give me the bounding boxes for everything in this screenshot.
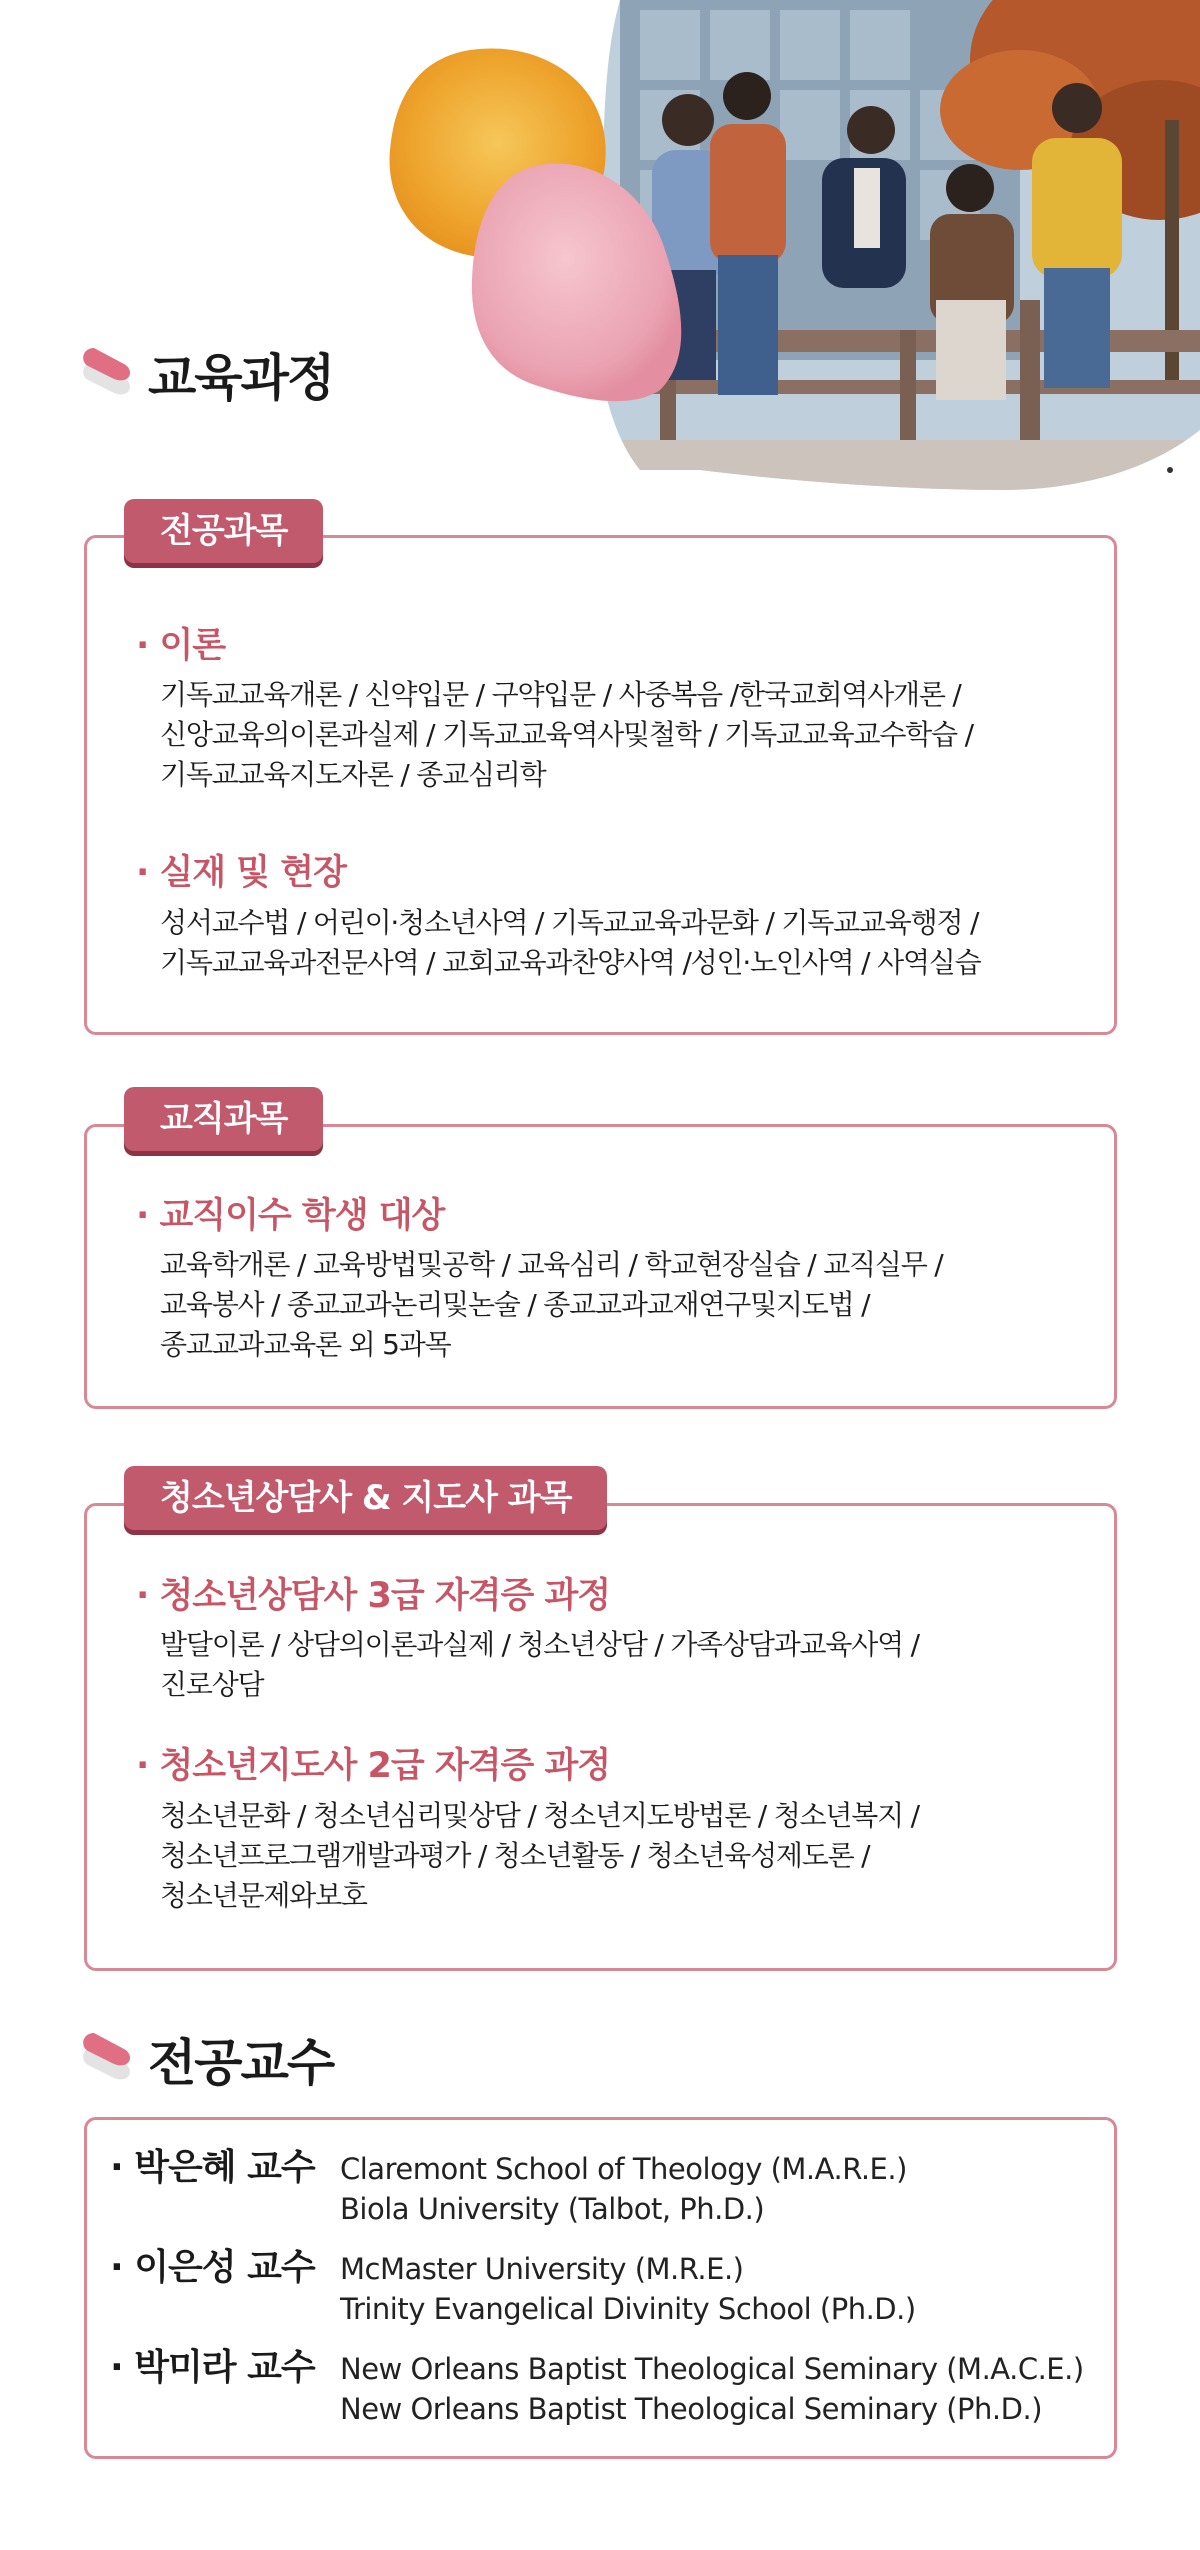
counselor-heading: · 청소년상담사 3급 자격증 과정 [136,1576,611,1616]
faculty-row [110,2245,916,2329]
professor-degrees [340,2345,1084,2429]
professor-name: · 이은성 교수 [110,2247,315,2288]
leader-line: 청소년문제와보호 [160,1879,367,1912]
section-heading-curriculum [80,338,333,410]
leader-courses [160,1796,919,1916]
practice-heading: · 실재 및 현장 [136,853,346,893]
theory-line: 기독교교육개론 / 신약입문 / 구약입문 / 사중복음 /한국교회역사개론 / [160,678,961,711]
practice-courses [160,903,981,983]
teaching-line: 교육봉사 / 종교교과논리및논술 / 종교교과교재연구및지도법 / [160,1288,870,1321]
leader-heading: · 청소년지도사 2급 자격증 과정 [136,1746,611,1786]
major-courses-tab: 전공과목 [124,499,323,563]
section-mark-icon [80,2027,140,2091]
degree-line: New Orleans Baptist Theological Seminary (Ph.D.) [340,2392,1043,2426]
degree-line: Biola University (Talbot, Ph.D.) [340,2192,765,2226]
teaching-courses-tab: 교직과목 [124,1087,323,1151]
teaching-line: 종교교과교육론 외 5과목 [160,1328,451,1361]
counselor-line: 발달이론 / 상담의이론과실제 / 청소년상담 / 가족상담과교육사역 / [160,1628,919,1661]
professor-degrees [340,2145,907,2229]
faculty-title: 전공교수 [148,2034,334,2092]
practice-line: 기독교교육과전문사역 / 교회교육과찬양사역 /성인·노인사역 / 사역실습 [160,946,981,979]
section-mark-icon [80,342,140,406]
youth-courses-tab: 청소년상담사 & 지도사 과목 [124,1466,607,1530]
counselor-courses [160,1625,919,1705]
faculty-row [110,2145,907,2229]
professor-degrees [340,2245,916,2329]
theory-line: 신앙교육의이론과실제 / 기독교교육역사및철학 / 기독교교육교수학습 / [160,718,973,751]
teaching-courses [160,1245,943,1365]
counselor-line: 진로상담 [160,1668,264,1701]
theory-courses [160,675,973,795]
degree-line: Trinity Evangelical Divinity School (Ph.D.) [340,2292,916,2326]
section-heading-faculty [80,2023,333,2095]
theory-heading: · 이론 [136,626,226,666]
professor-name: · 박은혜 교수 [110,2147,315,2188]
degree-line: McMaster University (M.R.E.) [340,2252,744,2286]
practice-line: 성서교수법 / 어린이·청소년사역 / 기독교교육과문화 / 기독교교육행정 / [160,906,979,939]
faculty-row [110,2345,1084,2429]
hero-photo [0,0,1200,500]
teaching-target-heading: · 교직이수 학생 대상 [136,1196,445,1236]
degree-line: New Orleans Baptist Theological Seminary (M.A.C.E.) [340,2352,1084,2386]
leader-line: 청소년문화 / 청소년심리및상담 / 청소년지도방법론 / 청소년복지 / [160,1799,919,1832]
curriculum-title: 교육과정 [148,349,334,407]
teaching-line: 교육학개론 / 교육방법및공학 / 교육심리 / 학교현장실습 / 교직실무 / [160,1248,943,1281]
degree-line: Claremont School of Theology (M.A.R.E.) [340,2152,907,2186]
leader-line: 청소년프로그램개발과평가 / 청소년활동 / 청소년육성제도론 / [160,1839,870,1872]
theory-line: 기독교교육지도자론 / 종교심리학 [160,758,546,791]
professor-name: · 박미라 교수 [110,2347,315,2388]
